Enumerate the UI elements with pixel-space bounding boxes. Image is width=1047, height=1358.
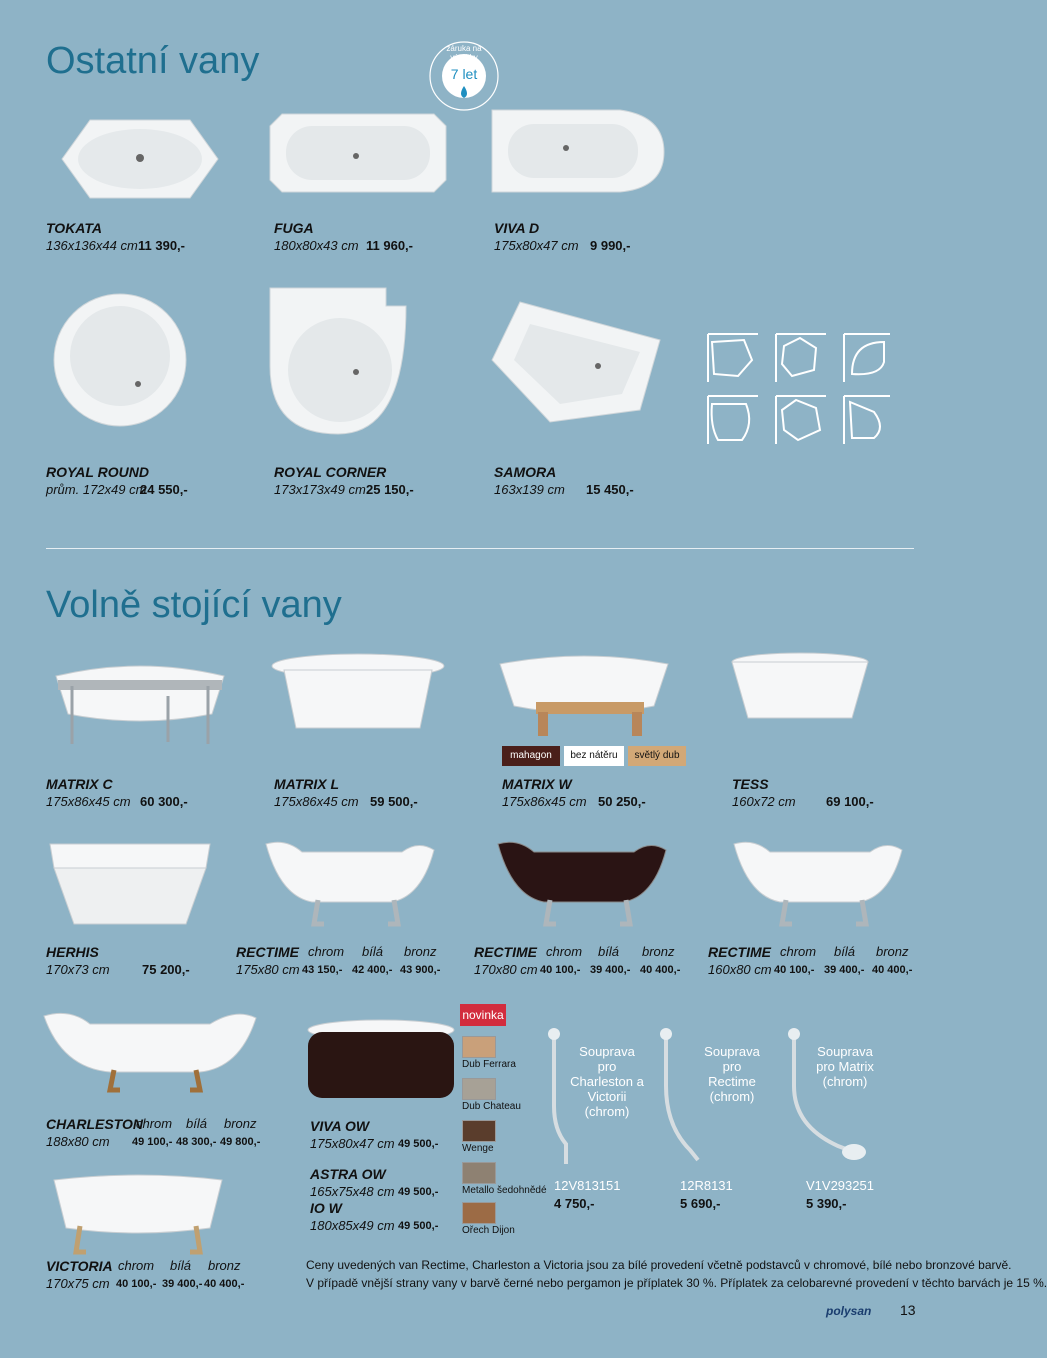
victoria-image — [50, 1166, 226, 1256]
price-bronz: 43 900,- — [400, 964, 441, 976]
novinka-badge: novinka — [460, 1004, 506, 1026]
swatch-svetly-dub: světlý dub — [628, 746, 686, 766]
product-name-tokata: TOKATA — [46, 220, 102, 236]
product-dims-tokata: 136x136x44 cm — [46, 238, 138, 253]
product-dims-royal-corner: 173x173x49 cm — [274, 482, 366, 497]
color-label-bronz: bronz — [876, 944, 909, 959]
section-title-freestanding: Volně stojící vany — [46, 584, 342, 626]
fuga-image — [268, 112, 448, 194]
price-bila: 39 400,- — [590, 964, 631, 976]
page-number: 13 — [900, 1302, 916, 1318]
wood-swatch-metallo — [462, 1162, 496, 1184]
samora-image — [490, 300, 662, 424]
royal-corner-image — [268, 286, 408, 436]
product-price-astra-ow: 49 500,- — [398, 1186, 439, 1198]
product-name-matrix-l: MATRIX L — [274, 776, 340, 792]
product-price-fuga: 11 960,- — [366, 238, 413, 253]
product-dims-viva-d: 175x80x47 cm — [494, 238, 579, 253]
product-dims-fuga: 180x80x43 cm — [274, 238, 359, 253]
matrix-l-image — [270, 652, 446, 732]
accessory-price: 4 750,- — [554, 1196, 595, 1211]
color-label-chrom: chrom — [308, 944, 345, 959]
product-price-royal-round: 24 550,- — [140, 482, 188, 497]
color-label-bila: bílá — [362, 944, 383, 959]
product-dims-io-w: 180x85x49 cm — [310, 1218, 395, 1233]
product-price-royal-corner: 25 150,- — [366, 482, 414, 497]
wood-label: Ořech Dijon — [462, 1225, 515, 1236]
price-chrom: 49 100,- — [132, 1136, 173, 1148]
product-price-tess: 69 100,- — [826, 794, 874, 809]
product-name-royal-round: ROYAL ROUND — [46, 464, 149, 480]
color-label-chrom: chrom — [546, 944, 583, 959]
product-dims-royal-round: prům. 172x49 cm — [46, 482, 147, 497]
product-name-viva-d: VIVA D — [494, 220, 540, 236]
product-dims-tess: 160x72 cm — [732, 794, 796, 809]
product-name-astra-ow: ASTRA OW — [310, 1166, 386, 1182]
product-dims-viva-ow: 175x80x47 cm — [310, 1136, 395, 1151]
price-bronz: 49 800,- — [220, 1136, 261, 1148]
product-dims-rectime-175: 175x80 cm — [236, 962, 300, 977]
wood-swatch-dub-chateau — [462, 1078, 496, 1100]
color-label-chrom: chrom — [780, 944, 817, 959]
price-chrom: 40 100,- — [540, 964, 581, 976]
viva-d-image — [490, 108, 666, 194]
section-title-other: Ostatní vany — [46, 40, 260, 82]
product-price-io-w: 49 500,- — [398, 1220, 439, 1232]
product-price-herhis: 75 200,- — [142, 962, 190, 977]
product-name-rectime-160: RECTIME — [708, 944, 771, 960]
color-label-bronz: bronz — [224, 1116, 257, 1131]
color-label-bila: bílá — [170, 1258, 191, 1273]
product-name-herhis: HERHIS — [46, 944, 99, 960]
price-bronz: 40 400,- — [204, 1278, 245, 1290]
rectime-160-image — [730, 836, 906, 928]
product-price-matrix-w: 50 250,- — [598, 794, 646, 809]
corner-shapes-icon — [702, 330, 892, 448]
color-label-bila: bílá — [598, 944, 619, 959]
tokata-image — [60, 118, 220, 200]
product-price-viva-ow: 49 500,- — [398, 1138, 439, 1150]
wood-label: Wenge — [462, 1143, 494, 1154]
product-dims-matrix-c: 175x86x45 cm — [46, 794, 131, 809]
color-label-bronz: bronz — [208, 1258, 241, 1273]
product-price-tokata: 11 390,- — [138, 238, 185, 253]
wood-label: Dub Chateau — [462, 1101, 521, 1112]
product-dims-astra-ow: 165x75x48 cm — [310, 1184, 395, 1199]
accessory-code: 12R8131 — [680, 1178, 733, 1193]
product-name-rectime-175: RECTIME — [236, 944, 299, 960]
price-bila: 39 400,- — [824, 964, 865, 976]
price-note-line-2: V případě vnější strany vany v barvě černé nebo pergamon je příplatek 30 %. Příplatek za celobarevné provedení v těchto barvách je 15 %. — [306, 1276, 1047, 1290]
wood-label: Dub Ferrara — [462, 1059, 516, 1070]
product-price-matrix-l: 59 500,- — [370, 794, 418, 809]
product-price-matrix-c: 60 300,- — [140, 794, 188, 809]
product-name-victoria: VICTORIA — [46, 1258, 113, 1274]
product-price-samora: 15 450,- — [586, 482, 634, 497]
wood-swatch-wenge — [462, 1120, 496, 1142]
warranty-years: 7 let — [450, 66, 478, 82]
matrix-c-image — [48, 656, 232, 746]
price-chrom: 40 100,- — [774, 964, 815, 976]
rectime-170-image — [494, 836, 670, 928]
color-label-bila: bílá — [834, 944, 855, 959]
price-bila: 48 300,- — [176, 1136, 217, 1148]
accessory-price: 5 390,- — [806, 1196, 847, 1211]
product-dims-victoria: 170x75 cm — [46, 1276, 110, 1291]
corner-shapes-grid — [702, 330, 892, 448]
color-label-bila: bílá — [186, 1116, 207, 1131]
herhis-image — [46, 838, 214, 926]
accessory-code: 12V813151 — [554, 1178, 621, 1193]
accessory-text: Souprava pro Matrix (chrom) — [816, 1044, 874, 1089]
swatch-mahagon: mahagon — [502, 746, 560, 766]
product-dims-matrix-l: 175x86x45 cm — [274, 794, 359, 809]
product-dims-charleston: 188x80 cm — [46, 1134, 110, 1149]
accessory-code: V1V293251 — [806, 1178, 874, 1193]
product-price-viva-d: 9 990,- — [590, 238, 631, 253]
price-bronz: 40 400,- — [872, 964, 913, 976]
tess-image — [730, 652, 870, 720]
wood-swatch-orech-dijon — [462, 1202, 496, 1224]
product-name-samora: SAMORA — [494, 464, 557, 480]
price-note-line-1: Ceny uvedených van Rectime, Charleston a Victoria jsou za bílé provedení včetně podstavců v chromové, bílé nebo bronzové barvě. — [306, 1258, 1012, 1272]
product-dims-rectime-170: 170x80 cm — [474, 962, 538, 977]
color-label-bronz: bronz — [404, 944, 437, 959]
product-name-rectime-170: RECTIME — [474, 944, 537, 960]
warranty-arc-text: záruka na výrobky — [446, 44, 482, 62]
accessory-price: 5 690,- — [680, 1196, 721, 1211]
royal-round-image — [52, 292, 188, 428]
wood-label: Metallo šedohnědé — [462, 1185, 547, 1196]
price-bronz: 40 400,- — [640, 964, 681, 976]
color-label-bronz: bronz — [642, 944, 675, 959]
price-chrom: 40 100,- — [116, 1278, 157, 1290]
rectime-175-image — [262, 836, 438, 928]
product-dims-samora: 163x139 cm — [494, 482, 565, 497]
product-name-tess: TESS — [732, 776, 769, 792]
swatch-bez-nateru: bez nátěru — [564, 746, 624, 766]
accessory-text: Souprava pro Charleston a Victorii (chrom) — [570, 1044, 644, 1119]
product-name-io-w: IO W — [310, 1200, 342, 1216]
color-label-chrom: chrom — [118, 1258, 155, 1273]
matrix-w-image — [496, 650, 672, 738]
product-dims-herhis: 170x73 cm — [46, 962, 110, 977]
price-chrom: 43 150,- — [302, 964, 343, 976]
product-name-fuga: FUGA — [274, 220, 314, 236]
charleston-image — [40, 1008, 260, 1092]
brand-logo: polysan — [826, 1304, 872, 1318]
warranty-badge — [428, 40, 500, 112]
viva-ow-image — [306, 1018, 456, 1100]
product-name-charleston: CHARLESTON — [46, 1116, 143, 1132]
product-dims-rectime-160: 160x80 cm — [708, 962, 772, 977]
product-name-viva-ow: VIVA OW — [310, 1118, 370, 1134]
product-name-matrix-w: MATRIX W — [502, 776, 572, 792]
product-name-royal-corner: ROYAL CORNER — [274, 464, 387, 480]
section-divider — [46, 548, 914, 549]
wood-swatch-dub-ferrara — [462, 1036, 496, 1058]
accessory-text: Souprava pro Rectime (chrom) — [704, 1044, 760, 1104]
price-bila: 42 400,- — [352, 964, 393, 976]
color-label-chrom: chrom — [136, 1116, 173, 1131]
waste-set-rectime-image — [656, 1026, 706, 1166]
product-name-matrix-c: MATRIX C — [46, 776, 113, 792]
price-bila: 39 400,- — [162, 1278, 203, 1290]
product-dims-matrix-w: 175x86x45 cm — [502, 794, 587, 809]
